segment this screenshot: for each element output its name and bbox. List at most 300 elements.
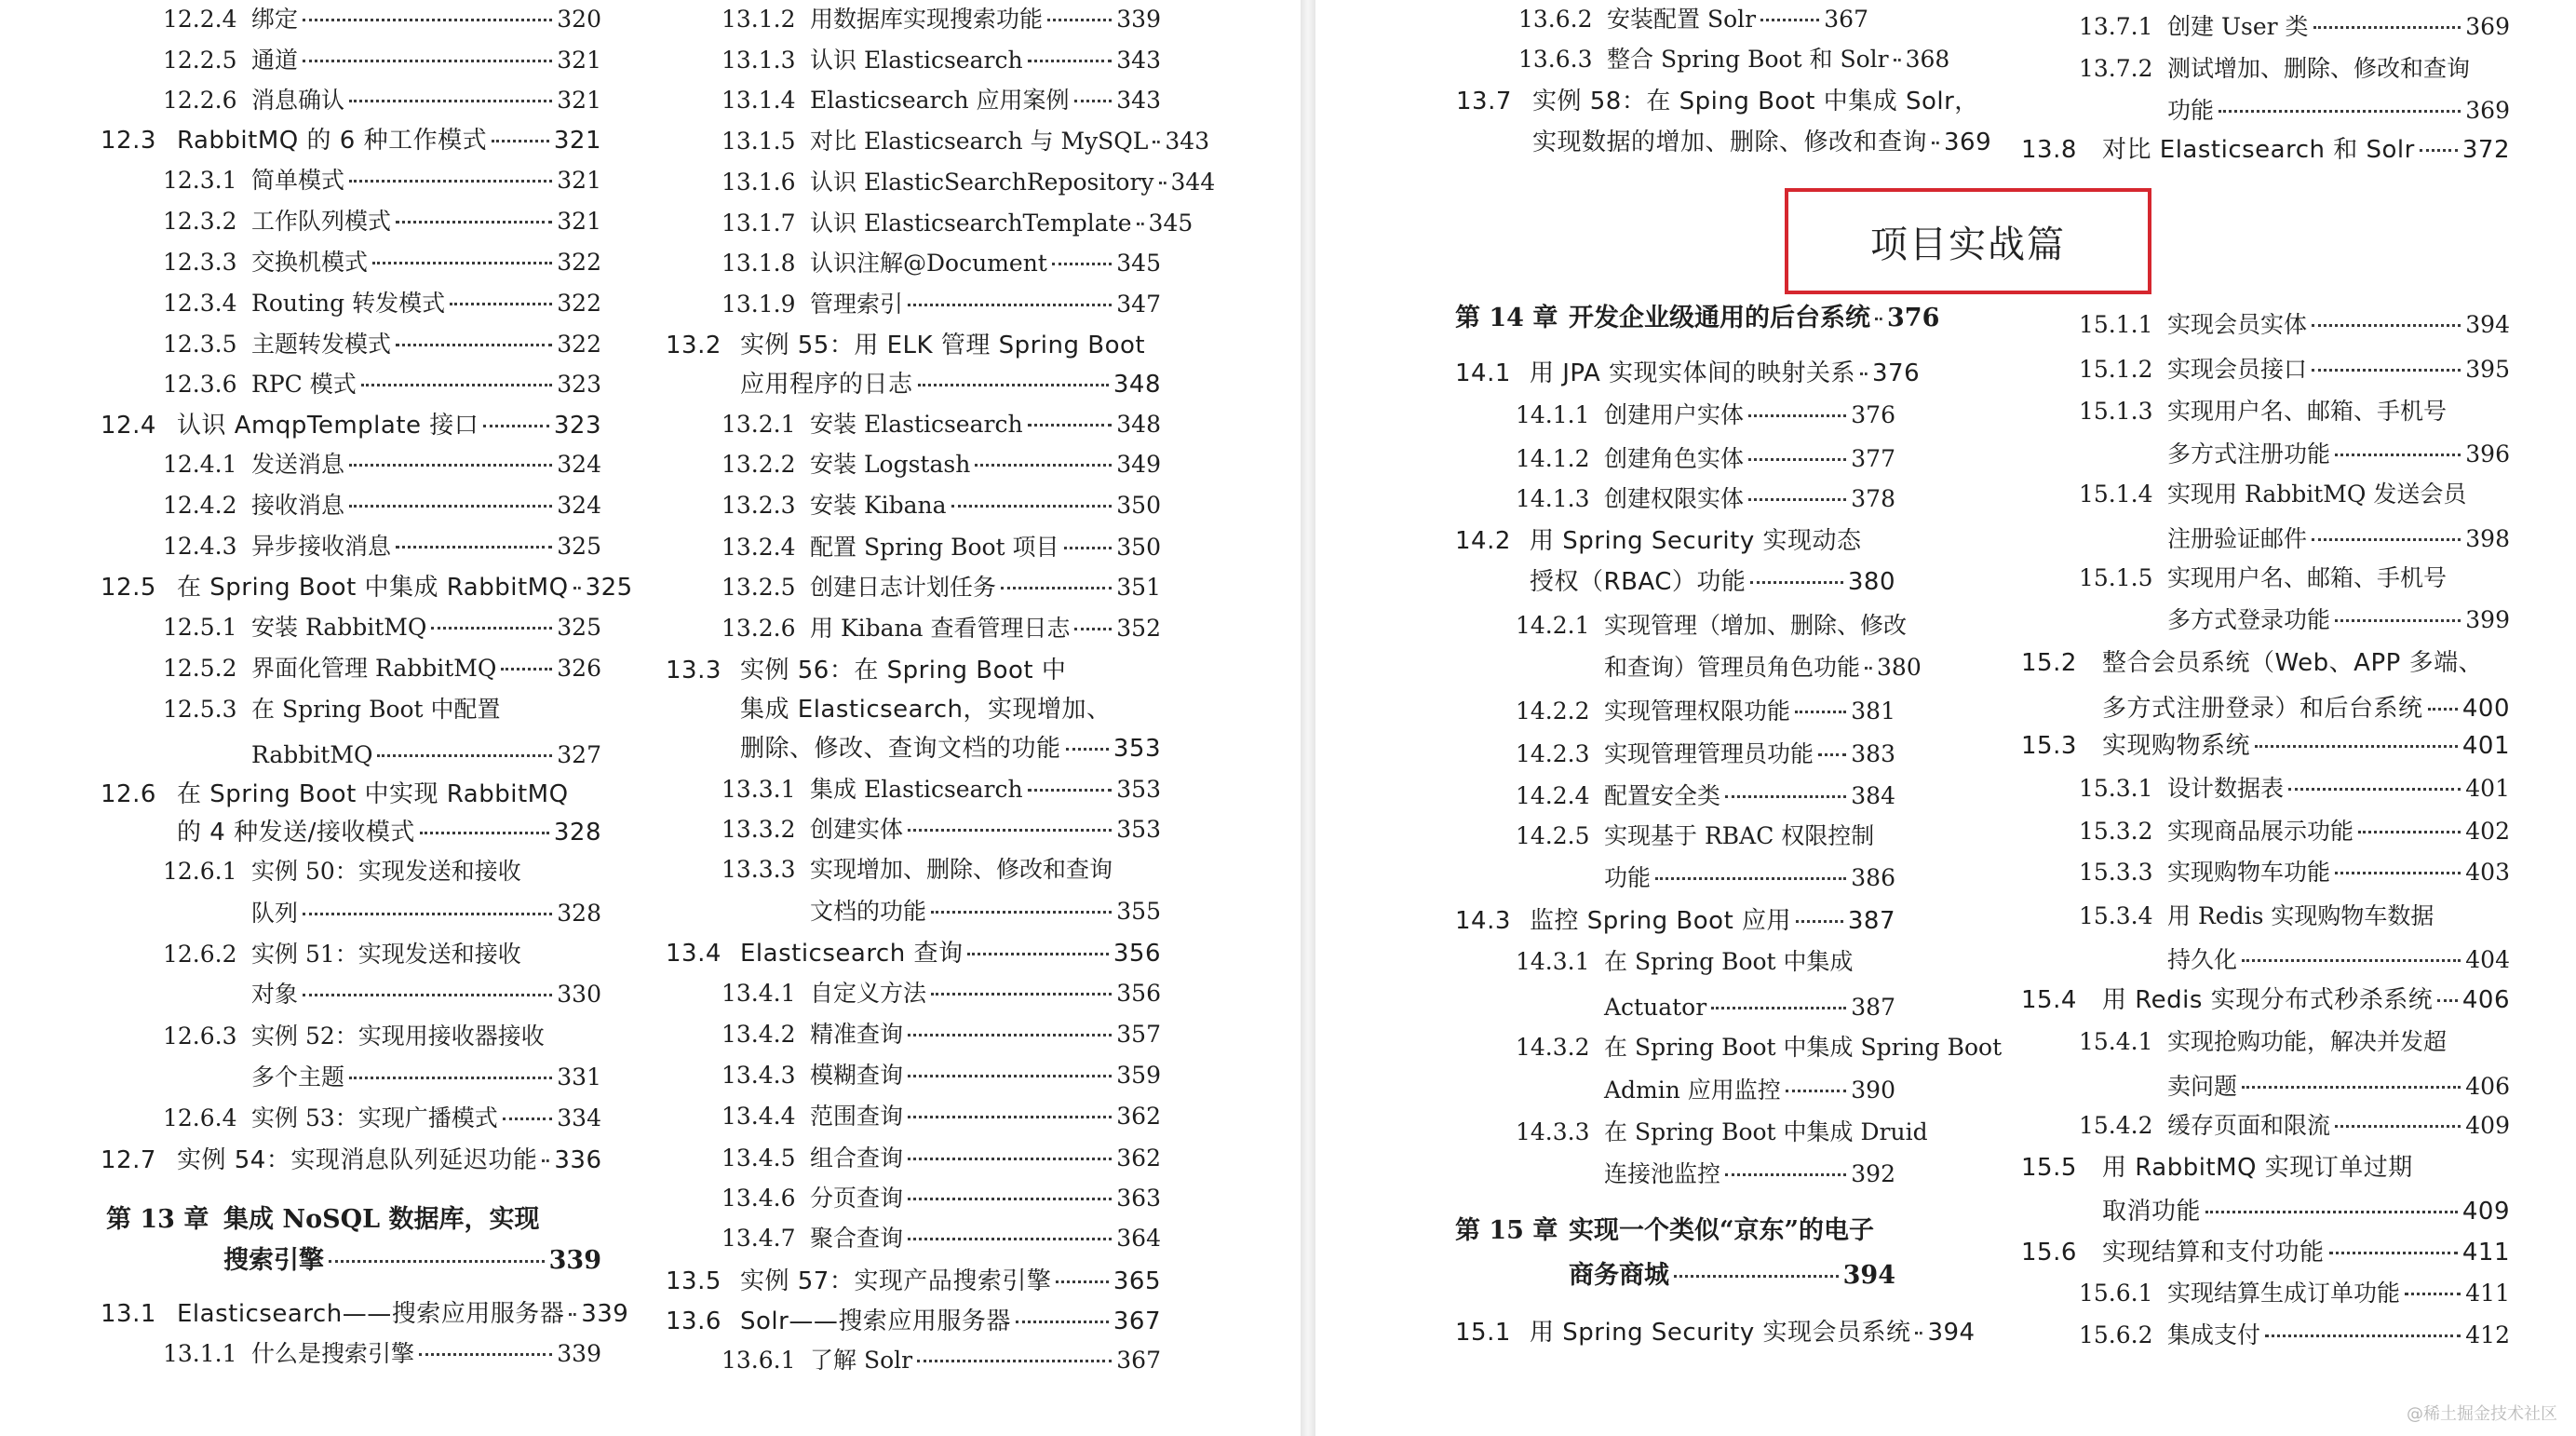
toc-entry-title: 整合会员系统（Web、APP 多端、 <box>2102 649 2484 677</box>
toc-entry-number: 13.3.2 <box>722 816 796 843</box>
toc-entry <box>740 737 1161 761</box>
toc-page-number: 325 <box>585 574 633 602</box>
toc-entry-number: 12.4.1 <box>163 451 237 478</box>
toc-leader-dots <box>1655 877 1846 880</box>
toc-entry-number: 12.2.5 <box>163 47 237 74</box>
toc-leader-dots <box>2428 708 2458 711</box>
toc-page-number: 322 <box>557 331 601 358</box>
toc-entry-title: 通道 <box>251 47 299 74</box>
toc-entry-title: 实现一个类似“京东”的电子 <box>1569 1216 1875 1245</box>
toc-entry-title: 实现会员接口 <box>2167 356 2308 383</box>
toc-page-number: 394 <box>1842 1261 1895 1290</box>
toc-page-number: 321 <box>557 87 601 114</box>
toc-entry <box>2079 1030 2510 1053</box>
toc-page-number: 351 <box>1116 574 1161 601</box>
toc-entry-title: 在 Spring Boot 中实现 RabbitMQ <box>177 780 569 808</box>
toc-entry-title: 搜索引擎 <box>223 1246 324 1275</box>
toc-entry-number: 12.4.2 <box>163 492 237 519</box>
toc-leader-dots <box>2312 324 2461 327</box>
toc-entry-number: 13.4.1 <box>722 980 796 1007</box>
toc-entry <box>1604 654 1922 681</box>
toc-leader-dots <box>2329 1252 2458 1254</box>
toc-entry-number: 14.2.3 <box>1516 740 1590 767</box>
toc-entry <box>666 658 1161 683</box>
toc-leader-dots <box>1760 19 1819 21</box>
toc-page-number: 411 <box>2465 1280 2510 1307</box>
toc-entry-number: 12.3 <box>101 127 156 155</box>
toc-page-number: 355 <box>1116 898 1161 925</box>
toc-entry-number: 13.1.2 <box>722 6 796 33</box>
toc-page-number: 365 <box>1113 1267 1161 1295</box>
toc-page-number: 367 <box>1824 6 1868 33</box>
toc-entry <box>106 1207 601 1232</box>
toc-entry-number: 13.2.4 <box>722 534 796 561</box>
toc-leader-dots <box>2335 872 2461 874</box>
toc-entry <box>722 1186 1161 1210</box>
toc-entry <box>722 1348 1161 1372</box>
toc-page-number: 327 <box>557 741 601 768</box>
toc-entry-title: 实现用户名、邮箱、手机号 <box>2167 398 2448 425</box>
toc-page-number: 381 <box>1851 698 1895 725</box>
book-gutter <box>1301 0 1315 1436</box>
toc-entry-number: 15.4.2 <box>2079 1112 2153 1139</box>
toc-entry <box>1516 742 1895 765</box>
toc-leader-dots <box>1137 223 1144 225</box>
toc-leader-dots <box>1064 547 1113 549</box>
toc-entry <box>722 1226 1161 1250</box>
toc-entry <box>1516 1034 2003 1061</box>
toc-entry-title: 简单模式 <box>251 167 345 194</box>
toc-page-number: 387 <box>1847 907 1895 935</box>
toc-entry-number: 13.5 <box>666 1267 722 1295</box>
toc-entry-title: 创建角色实体 <box>1604 445 1745 472</box>
toc-entry-title: 范围查询 <box>810 1103 904 1130</box>
toc-entry <box>810 900 1161 923</box>
toc-entry-number: 12.3.2 <box>163 208 237 235</box>
toc-entry-number: 12.6 <box>101 780 156 808</box>
toc-entry-title: 设计数据表 <box>2167 775 2285 802</box>
toc-page-number: 328 <box>557 900 601 927</box>
toc-page-number: 378 <box>1851 485 1895 512</box>
toc-entry-number: 14.1 <box>1455 359 1511 387</box>
toc-entry <box>101 574 633 602</box>
toc-entry-title: 商务商城 <box>1569 1261 1669 1290</box>
toc-entry <box>2167 1075 2510 1098</box>
toc-page-number: 339 <box>548 1246 601 1275</box>
toc-entry-title: 连接池监控 <box>1604 1160 1721 1187</box>
toc-entry <box>163 698 601 721</box>
toc-entry-title: 认识 ElasticsearchTemplate <box>810 210 1132 237</box>
toc-entry-title: 集成 Elasticsearch <box>810 776 1023 803</box>
toc-page-number: 369 <box>2465 13 2510 40</box>
toc-entry-title: 安装 Elasticsearch <box>810 411 1023 438</box>
toc-entry <box>722 535 1161 559</box>
toc-entry <box>1518 46 1950 73</box>
toc-entry <box>1604 1078 1895 1102</box>
toc-leader-dots <box>1074 100 1113 102</box>
toc-entry-title: 开发企业级通用的后台系统 <box>1569 304 1870 332</box>
toc-entry-title: 多方式登录功能 <box>2167 606 2331 633</box>
toc-entry <box>1516 784 1895 807</box>
toc-leader-dots <box>1047 19 1112 21</box>
toc-entry <box>163 657 601 680</box>
toc-page-number: 367 <box>1113 1307 1161 1335</box>
toc-entry <box>1516 824 1895 847</box>
toc-entry <box>163 373 601 396</box>
toc-entry-number: 第 15 章 <box>1455 1216 1558 1245</box>
toc-entry <box>2021 1156 2510 1180</box>
toc-entry-title: 实现基于 RBAC 权限控制 <box>1604 822 1875 849</box>
toc-entry-number: 14.2.5 <box>1516 822 1590 849</box>
toc-entry-title: 在 Spring Boot 中集成 <box>1604 948 1854 975</box>
toc-entry <box>722 494 1161 517</box>
toc-entry <box>2021 138 2510 162</box>
toc-entry-number: 13.1 <box>101 1300 156 1328</box>
toc-entry-title: Elasticsearch——搜索应用服务器 <box>177 1300 565 1328</box>
toc-leader-dots <box>2242 1086 2461 1089</box>
toc-entry-number: 13.3 <box>666 657 722 684</box>
toc-entry-number: 12.2.4 <box>163 6 237 33</box>
toc-entry <box>2079 358 2510 381</box>
toc-entry <box>163 453 601 476</box>
toc-leader-dots <box>975 464 1112 467</box>
section-banner: 项目实战篇 <box>1785 188 2151 294</box>
toc-entry <box>666 942 1161 966</box>
toc-entry-number: 15.3.3 <box>2079 859 2153 886</box>
toc-entry <box>2079 400 2510 423</box>
toc-entry-number: 13.4.2 <box>722 1021 796 1048</box>
toc-entry-number: 15.1.5 <box>2079 564 2153 591</box>
toc-entry-title: 实现会员实体 <box>2167 311 2308 338</box>
toc-page-number: 404 <box>2465 946 2510 973</box>
toc-entry-title: 发送消息 <box>251 451 345 478</box>
toc-entry <box>2079 860 2510 884</box>
toc-entry-title: Admin 应用监控 <box>1604 1077 1781 1104</box>
toc-entry-title: 实例 53：实现广播模式 <box>251 1104 498 1131</box>
toc-page-number: 384 <box>1851 782 1895 809</box>
toc-leader-dots <box>303 913 552 915</box>
toc-entry <box>2021 988 2510 1012</box>
toc-page-number: 322 <box>557 249 601 276</box>
toc-entry-number: 15.3.4 <box>2079 902 2153 929</box>
toc-entry-number: 13.4.7 <box>722 1225 796 1252</box>
toc-entry-number: 13.2 <box>666 332 722 359</box>
toc-page-number: 402 <box>2465 818 2510 845</box>
toc-entry-title: 在 Spring Boot 中配置 <box>251 696 501 723</box>
toc-entry <box>722 7 1161 31</box>
toc-page-number: 350 <box>1116 492 1161 519</box>
toc-entry-number: 15.5 <box>2021 1154 2077 1182</box>
toc-entry-number: 第 13 章 <box>106 1205 209 1234</box>
toc-leader-dots <box>1028 789 1113 792</box>
toc-entry-number: 13.1.8 <box>722 250 796 277</box>
toc-leader-dots <box>1875 318 1882 320</box>
toc-entry-title: 实例 58：在 Sping Boot 中集成 Solr， <box>1532 88 1979 115</box>
toc-entry <box>101 413 601 438</box>
toc-leader-dots <box>303 994 552 996</box>
toc-page-number: 387 <box>1851 994 1895 1021</box>
toc-entry-title: 卖问题 <box>2167 1073 2238 1100</box>
toc-page-number: 369 <box>2465 97 2510 124</box>
toc-entry <box>2079 313 2510 336</box>
toc-entry-title: 用 Redis 实现分布式秒杀系统 <box>2102 986 2434 1014</box>
toc-entry-title: 多个主题 <box>251 1063 345 1091</box>
toc-entry <box>722 413 1161 436</box>
toc-page-number: 409 <box>2461 1198 2510 1226</box>
toc-entry <box>2079 1323 2510 1347</box>
toc-entry <box>163 251 601 274</box>
toc-entry-title: 安装 Kibana <box>810 492 947 519</box>
toc-leader-dots <box>2312 538 2461 541</box>
toc-entry <box>163 88 601 112</box>
toc-entry-number: 15.1.4 <box>2079 481 2153 508</box>
toc-entry-number: 12.3.5 <box>163 331 237 358</box>
toc-leader-dots <box>1725 1173 1846 1176</box>
toc-entry-title: 什么是搜索引擎 <box>251 1340 415 1367</box>
toc-leader-dots <box>2420 149 2458 152</box>
toc-entry <box>1604 866 1895 889</box>
toc-page-number: 344 <box>1170 169 1216 196</box>
toc-entry-title: 交换机模式 <box>251 249 369 276</box>
toc-leader-dots <box>1786 1090 1846 1092</box>
toc-leader-dots <box>1056 1280 1109 1283</box>
toc-page-number: 403 <box>2465 859 2510 886</box>
toc-page-number: 353 <box>1116 816 1161 843</box>
toc-entry <box>2021 734 2510 758</box>
toc-page-number: 325 <box>557 614 601 641</box>
toc-entry <box>101 129 601 153</box>
toc-page-number: 324 <box>557 492 601 519</box>
toc-leader-dots <box>1159 182 1167 184</box>
toc-entry-title: 自定义方法 <box>810 980 927 1007</box>
toc-entry-title: 用 Redis 实现购物车数据 <box>2167 902 2434 929</box>
toc-entry-number: 13.1.5 <box>722 128 796 155</box>
toc-entry-title: 实例 50：实现发送和接收 <box>251 858 521 885</box>
toc-page-number: 377 <box>1851 445 1895 472</box>
toc-entry-number: 14.2.4 <box>1516 782 1590 809</box>
toc-leader-dots <box>349 180 552 183</box>
toc-leader-dots <box>2335 454 2461 456</box>
toc-leader-dots <box>1711 1007 1846 1009</box>
toc-page-number: 369 <box>1944 129 1992 156</box>
toc-leader-dots <box>908 304 1112 306</box>
toc-entry <box>666 1309 1161 1334</box>
toc-page-number: 321 <box>553 127 601 155</box>
toc-leader-dots <box>569 1313 576 1316</box>
toc-entry <box>2079 566 2510 589</box>
toc-entry <box>1604 1162 1895 1185</box>
toc-leader-dots <box>1153 141 1160 143</box>
toc-entry-number: 13.4.6 <box>722 1185 796 1212</box>
toc-leader-dots <box>420 832 549 834</box>
toc-entry-number: 13.1.9 <box>722 291 796 318</box>
toc-entry <box>740 698 1161 722</box>
toc-entry <box>1456 88 1979 115</box>
toc-entry-title: 分页查询 <box>810 1185 904 1212</box>
toc-entry-title: 对比 Elasticsearch 与 MySQL <box>810 128 1149 155</box>
toc-entry <box>722 818 1161 841</box>
toc-entry <box>163 291 601 315</box>
toc-entry <box>163 210 601 233</box>
toc-entry-title: Routing 转发模式 <box>251 290 446 317</box>
toc-entry-title: 用 JPA 实现实体间的映射关系 <box>1530 359 1855 387</box>
toc-entry-title: 队列 <box>251 900 299 927</box>
toc-leader-dots <box>431 627 552 630</box>
toc-entry-number: 15.6.2 <box>2079 1321 2153 1348</box>
toc-entry <box>666 333 1161 358</box>
toc-entry-number: 14.1.1 <box>1516 401 1590 428</box>
toc-entry-number: 15.1.2 <box>2079 356 2153 383</box>
toc-entry-title: 认识 ElasticSearchRepository <box>810 169 1154 196</box>
toc-entry-number: 13.7.2 <box>2079 55 2153 82</box>
toc-entry <box>1516 699 1895 723</box>
toc-page-number: 401 <box>2465 775 2510 802</box>
toc-entry <box>2079 1281 2510 1305</box>
toc-entry-number: 14.1.2 <box>1516 445 1590 472</box>
toc-entry-title: 实例 56：在 Spring Boot 中 <box>740 657 1067 684</box>
toc-page-number: 322 <box>557 290 601 317</box>
toc-page-number: 343 <box>1165 128 1210 155</box>
toc-entry-title: 删除、修改、查询文档的功能 <box>740 735 1061 763</box>
toc-entry <box>163 7 601 31</box>
toc-entry-title: 实现购物车功能 <box>2167 859 2331 886</box>
toc-leader-dots <box>396 546 552 549</box>
toc-page-number: 334 <box>557 1104 601 1131</box>
toc-entry-number: 14.1.3 <box>1516 485 1590 512</box>
toc-page-number: 364 <box>1116 1225 1161 1252</box>
toc-leader-dots <box>2437 999 2458 1002</box>
toc-entry-number: 13.6 <box>666 1307 722 1335</box>
toc-entry-number: 12.4.3 <box>163 533 237 560</box>
toc-entry-title: 测试增加、删除、修改和查询 <box>2167 55 2471 82</box>
toc-page-number: 323 <box>557 371 601 398</box>
toc-leader-dots <box>908 1034 1112 1036</box>
toc-entry-number: 13.7 <box>1456 88 1512 115</box>
toc-entry <box>722 1104 1161 1128</box>
toc-leader-dots <box>2313 26 2461 29</box>
toc-entry-number: 13.1.3 <box>722 47 796 74</box>
toc-page-number: 330 <box>557 981 601 1008</box>
toc-leader-dots <box>573 587 581 589</box>
toc-leader-dots <box>1001 587 1112 589</box>
toc-entry-number: 15.1 <box>1455 1319 1511 1347</box>
toc-entry-title: 异步接收消息 <box>251 533 392 560</box>
toc-entry-title: 授权（RBAC）功能 <box>1530 568 1747 596</box>
toc-leader-dots <box>377 754 552 757</box>
toc-entry <box>1455 304 1940 332</box>
toc-entry-title: RabbitMQ <box>251 741 373 768</box>
toc-page-number: 336 <box>554 1146 602 1174</box>
toc-page-number: 339 <box>1116 6 1161 33</box>
toc-page-number: 368 <box>1905 46 1950 73</box>
toc-page-number: 326 <box>557 655 601 682</box>
toc-entry-number: 12.5.3 <box>163 696 237 723</box>
toc-entry-number: 13.2.5 <box>722 574 796 601</box>
toc-entry-title: 对比 Elasticsearch 和 Solr <box>2102 136 2415 164</box>
toc-leader-dots <box>1674 1275 1839 1278</box>
toc-entry-title: 创建权限实体 <box>1604 485 1745 512</box>
toc-entry <box>2079 482 2510 506</box>
toc-entry <box>2079 57 2510 80</box>
toc-entry <box>163 942 601 966</box>
toc-leader-dots <box>450 303 552 305</box>
toc-entry-title: 实现商品展示功能 <box>2167 818 2354 845</box>
toc-leader-dots <box>908 1158 1112 1160</box>
toc-page-number: 349 <box>1116 451 1161 478</box>
toc-entry <box>722 1146 1161 1170</box>
toc-entry-title: 实现购物系统 <box>2102 732 2251 760</box>
toc-entry-title: Actuator <box>1604 994 1707 1021</box>
toc-entry-title: 实例 51：实现发送和接收 <box>251 941 521 968</box>
toc-page-number: 390 <box>1851 1077 1895 1104</box>
toc-entry <box>1518 7 1868 31</box>
toc-entry <box>251 1065 601 1089</box>
toc-leader-dots <box>2265 1334 2461 1337</box>
toc-leader-dots <box>1796 920 1843 923</box>
toc-leader-dots <box>1860 373 1868 375</box>
toc-entry <box>1532 129 1992 156</box>
toc-entry-title: 实现结算生成订单功能 <box>2167 1280 2401 1307</box>
toc-entry-number: 15.3.1 <box>2079 775 2153 802</box>
toc-entry-number: 12.3.3 <box>163 249 237 276</box>
toc-entry <box>251 901 601 925</box>
toc-entry-number: 13.3.3 <box>722 856 796 883</box>
toc-page-number: 398 <box>2465 525 2510 552</box>
toc-page-number: 386 <box>1851 864 1895 891</box>
toc-entry-title: 实现结算和支付功能 <box>2102 1239 2325 1267</box>
toc-entry-number: 13.4.5 <box>722 1145 796 1172</box>
toc-page-number: 394 <box>1927 1319 1976 1347</box>
toc-entry-number: 第 14 章 <box>1455 304 1558 332</box>
toc-page-number: 362 <box>1116 1103 1161 1130</box>
toc-entry-title: 实现管理权限功能 <box>1604 698 1791 725</box>
toc-page-number: 343 <box>1116 87 1161 114</box>
toc-page-number: 331 <box>557 1063 601 1091</box>
toc-entry-title: 功能 <box>2167 97 2215 124</box>
toc-entry <box>2021 651 2510 675</box>
toc-entry-title: 集成 Elasticsearch，实现增加、 <box>740 696 1112 724</box>
toc-leader-dots <box>1894 59 1901 61</box>
toc-entry-title: 文档的功能 <box>810 898 927 925</box>
toc-page-number: 376 <box>1851 401 1895 428</box>
toc-entry <box>2167 608 2510 631</box>
toc-entry-title: 实现抢购功能，解决并发超 <box>2167 1028 2448 1055</box>
toc-entry-title: 实现用 RabbitMQ 发送会员 <box>2167 481 2467 508</box>
toc-entry-title: 用 Spring Security 实现动态 <box>1530 527 1862 555</box>
toc-leader-dots <box>1748 458 1846 461</box>
toc-entry-number: 15.2 <box>2021 649 2077 677</box>
toc-page-number: 320 <box>557 6 601 33</box>
toc-entry-number: 13.1.4 <box>722 87 796 114</box>
toc-entry-title: Solr——搜索应用服务器 <box>740 1307 1011 1335</box>
toc-entry-title: 监控 Spring Boot 应用 <box>1530 907 1792 935</box>
toc-page-number: 409 <box>2465 1112 2510 1139</box>
toc-entry-number: 14.3 <box>1455 907 1511 935</box>
watermark: @稀土掘金技术社区 <box>2407 1404 2557 1424</box>
toc-leader-dots <box>372 262 552 264</box>
toc-entry-title: 安装配置 Solr <box>1607 6 1757 33</box>
toc-entry-title: 精准查询 <box>810 1021 904 1048</box>
toc-entry-title: 实例 52：实现用接收器接收 <box>251 1023 545 1050</box>
toc-page-number: 353 <box>1116 776 1161 803</box>
toc-entry-title: 创建 User 类 <box>2167 13 2309 40</box>
toc-entry-number: 15.3 <box>2021 732 2077 760</box>
toc-page-number: 352 <box>1116 615 1161 642</box>
toc-entry <box>2167 948 2510 971</box>
toc-entry-number: 13.2.1 <box>722 411 796 438</box>
toc-page-number: 348 <box>1113 371 1161 399</box>
toc-leader-dots <box>2205 1211 2458 1213</box>
